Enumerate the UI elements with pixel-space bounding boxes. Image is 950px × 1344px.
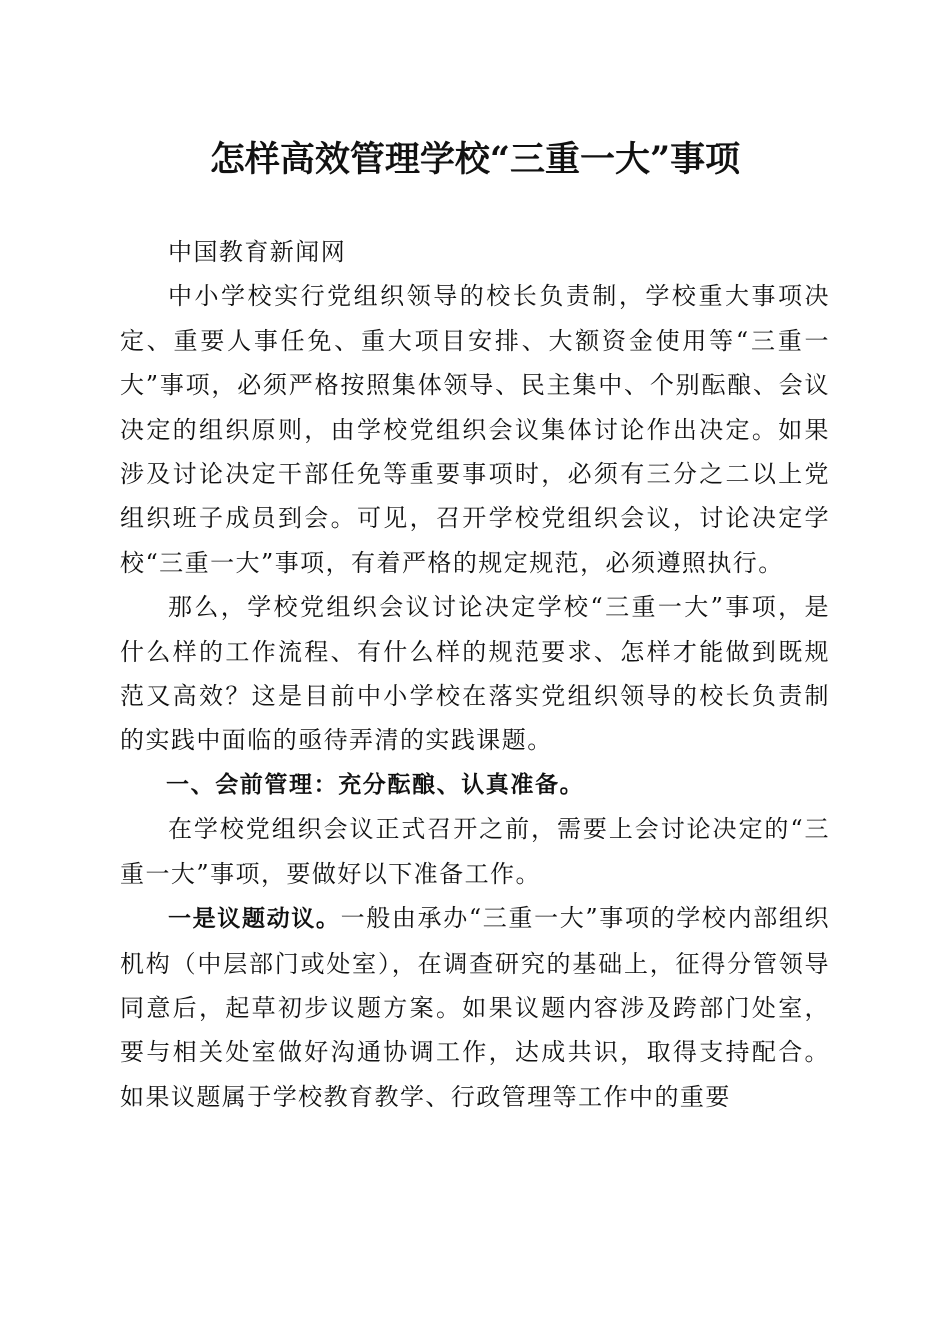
item-1-text: 一般由承办“三重一大”事项的学校内部组织机构（中层部门或处室），在调查研究的基础上，征得分管领导同意后，起草初步议题方案。如果议题内容涉及跨部门处室，要与相关处室做好沟通协调工作，达成共识，取得支持配合。如果议题属于学校教育教学、行政管理等工作中的重要 xyxy=(120,904,830,1111)
section-1-intro: 在学校党组织会议正式召开之前，需要上会讨论决定的“三重一大”事项，要做好以下准备工作。 xyxy=(120,815,830,888)
document-title: 怎样高效管理学校“三重一大”事项 xyxy=(209,139,741,180)
paragraph-2: 那么，学校党组织会议讨论决定学校“三重一大”事项，是什么样的工作流程、有什么样的规范要求、怎样才能做到既规范又高效？这是目前中小学校在落实党组织领导的校长负责制的实践中面临的亟待弄清的实践课题。 xyxy=(120,593,830,755)
document-body xyxy=(120,230,830,1119)
paragraph-1: 中小学校实行党组织领导的校长负责制，学校重大事项决定、重要人事任免、重大项目安排、大额资金使用等“三重一大”事项，必须严格按照集体领导、民主集中、个别酝酿、会议决定的组织原则，由学校党组织会议集体讨论作出决定。如果涉及讨论决定干部任免等重要事项时，必须有三分之二以上党组织班子成员到会。可见，召开学校党组织会议，讨论决定学校“三重一大”事项，有着严格的规定规范，必须遵照执行。 xyxy=(120,282,830,577)
section-heading-1: 一、会前管理：充分酝酿、认真准备。 xyxy=(166,771,585,798)
item-1-paragraph xyxy=(120,896,830,1119)
source-line: 中国教育新闻网 xyxy=(168,238,347,266)
item-1-lead: 一是议题动议。 xyxy=(168,906,341,933)
